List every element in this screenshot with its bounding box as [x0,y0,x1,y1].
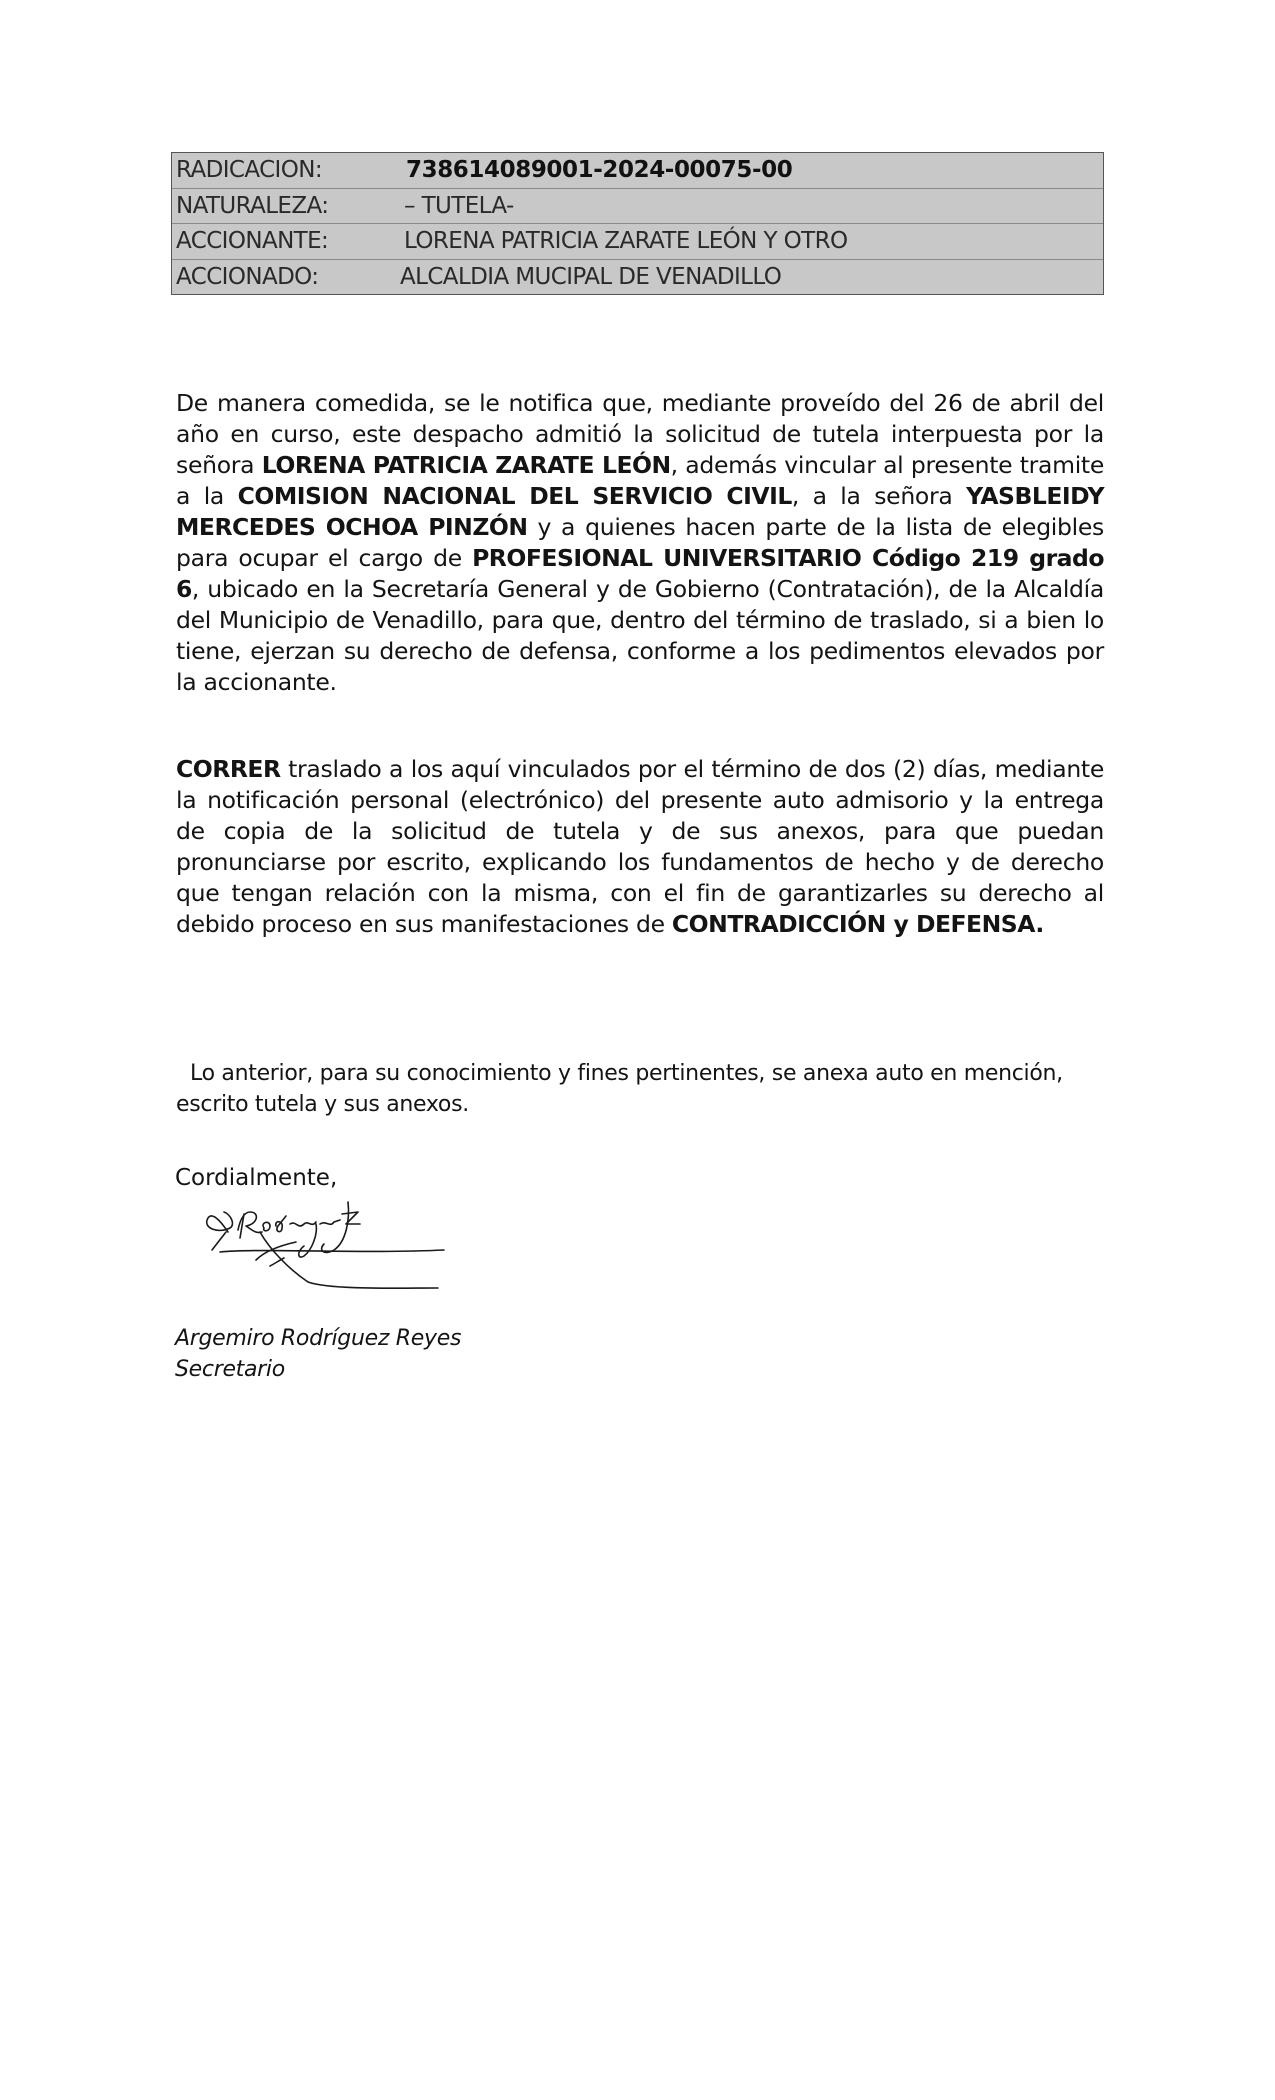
annex-paragraph: Lo anterior, para su conocimiento y fines pertinentes, se anexa auto en mención, escrito tutela y sus anexos. [176,1061,1063,1117]
case-label: ACCIONANTE: [176,228,329,255]
case-label: NATURALEZA: [176,192,329,219]
rights-emphasis: CONTRADICCIÓN y DEFENSA. [671,909,1044,938]
signer-name: Argemiro Rodríguez Reyes [175,1326,462,1351]
case-row-accionante [172,224,1103,260]
notification-paragraph [176,388,1104,698]
handwritten-signature [200,1190,460,1320]
position-title: PROFESIONAL UNIVERSITARIO Código 219 grado 6 [176,543,1104,603]
order-paragraph [176,754,1104,940]
paragraph-text: , ubicado en la Secretaría General y de Gobierno (Contratación), de la Alcaldía del Municipio de Venadillo, para que, dentro del término de traslado, si a bien lo tiene, ejerzan su derecho de defensa, conforme a los pedimentos elevados por la accionante. [176,574,1104,696]
order-keyword: CORRER [176,754,281,783]
paragraph-text: , a la señora [791,481,967,510]
linked-person: YASBLEIDY MERCEDES OCHOA PINZÓN [176,481,1104,541]
paragraph-text: De manera comedida, se le notifica que, mediante proveído del 26 de abril del año en curso, este despacho admitió la solicitud de tutela interpuesta por la señora [176,388,1104,479]
case-value: – TUTELA- [404,192,514,219]
plaintiff-name: LORENA PATRICIA ZARATE LEÓN [261,450,671,479]
paragraph-text: , además vincular al presente tramite a la [176,450,1105,510]
case-label: RADICACION: [176,157,322,184]
signer-block [175,1323,461,1385]
case-value: LORENA PATRICIA ZARATE LEÓN Y OTRO [404,228,848,255]
case-row-naturaleza [172,189,1103,225]
case-label: ACCIONADO: [176,263,319,290]
paragraph-text: traslado a los aquí vinculados por el término de dos (2) días, mediante la notificación personal (electrónico) del presente auto admisorio y la entrega de copia de la solicitud de tutela y de sus anexos, para que puedan pronunciarse por escrito, explicando los fundamentos de hecho y de derecho que tengan relación con la misma, con el fin de garantizarles su derecho al debido proceso en sus manifestaciones de [176,754,1104,938]
closing-salutation: Cordialmente, [175,1165,338,1191]
case-row-radicacion [172,153,1103,189]
linked-entity: COMISION NACIONAL DEL SERVICIO CIVIL [237,481,792,510]
case-header-table [171,152,1104,295]
paragraph-text: y a quienes hacen parte de la lista de elegibles para ocupar el cargo de [176,512,1104,572]
case-value: ALCALDIA MUCIPAL DE VENADILLO [400,263,782,290]
case-value: 738614089001-2024-00075-00 [406,157,793,184]
signer-title: Secretario [175,1357,285,1382]
case-row-accionado [172,260,1103,295]
